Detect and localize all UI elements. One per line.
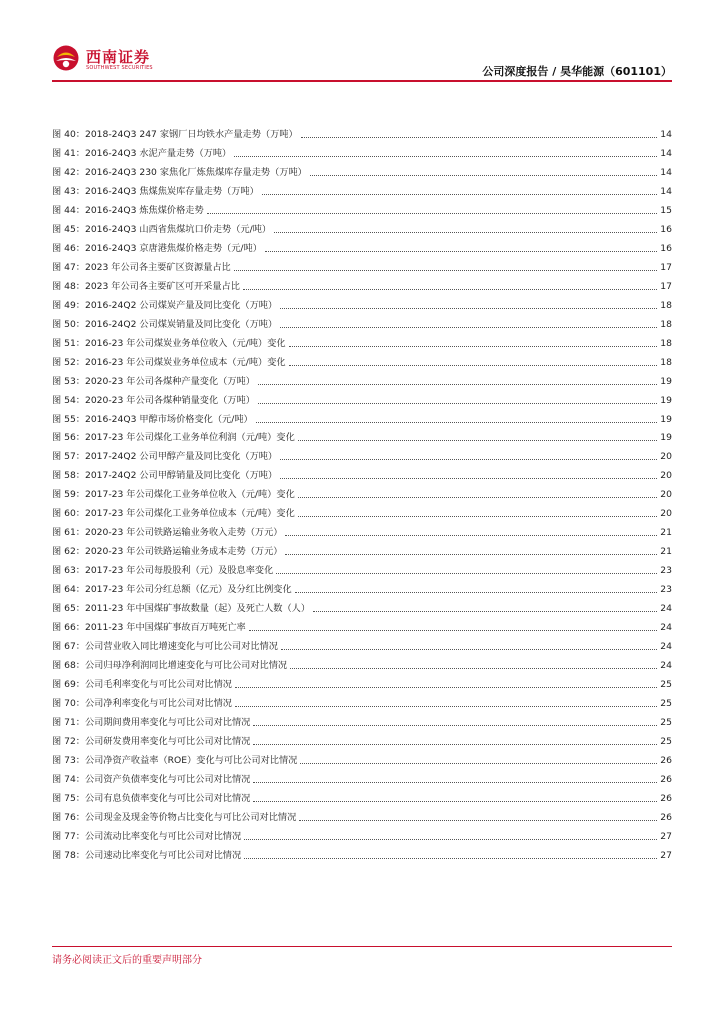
toc-entry[interactable] [52,690,672,709]
toc-entry[interactable] [52,766,672,785]
toc-entry-page: 18 [660,356,672,368]
toc-entry-page: 20 [660,489,672,501]
toc-dot-leader [299,820,657,821]
toc-entry-label: 图 42：2016-24Q3 230 家焦化厂炼焦煤库存量走势（万吨） [52,166,307,178]
toc-entry-label: 图 56：2017-23 年公司煤化工业务单位利润（元/吨）变化 [52,432,295,444]
toc-entry-page: 19 [660,394,672,406]
toc-entry[interactable] [52,292,672,311]
toc-entry-page: 14 [660,166,672,178]
toc-entry-page: 18 [660,318,672,330]
logo-text-en: SOUTHWEST SECURITIES [86,65,153,71]
toc-entry-label: 图 40：2018-24Q3 247 家钢厂日均铁水产量走势（万吨） [52,128,298,140]
toc-dot-leader [253,744,657,745]
toc-entry-label: 图 66：2011-23 年中国煤矿事故百万吨死亡率 [52,622,246,634]
toc-dot-leader [253,801,657,802]
toc-entry-label: 图 62：2020-23 年公司铁路运输业务成本走势（万元） [52,546,283,558]
toc-dot-leader [313,611,657,612]
toc-entry[interactable] [52,273,672,292]
toc-entry-label: 图 44：2016-24Q3 炼焦煤价格走势 [52,204,204,216]
toc-entry[interactable] [52,197,672,216]
toc-entry-page: 27 [660,830,672,842]
toc-entry-page: 17 [660,280,672,292]
toc-entry[interactable] [52,140,672,159]
toc-entry[interactable] [52,178,672,197]
toc-dot-leader [274,232,657,233]
toc-entry-label: 图 57：2017-24Q2 公司甲醇产量及同比变化（万吨） [52,451,278,463]
toc-entry[interactable] [52,500,672,519]
toc-entry[interactable] [52,842,672,861]
toc-entry-page: 26 [660,773,672,785]
toc-entry[interactable] [52,481,672,500]
toc-entry-page: 17 [660,261,672,273]
toc-entry-label: 图 64：2017-23 年公司分红总额（亿元）及分红比例变化 [52,584,292,596]
toc-dot-leader [235,687,657,688]
toc-dot-leader [298,516,658,517]
toc-entry-label: 图 67：公司营业收入同比增速变化与可比公司对比情况 [52,641,278,653]
toc-entry[interactable] [52,425,672,444]
toc-dot-leader [289,365,658,366]
toc-entry-page: 19 [660,375,672,387]
toc-entry-page: 16 [660,242,672,254]
toc-dot-leader [310,175,657,176]
toc-entry[interactable] [52,728,672,747]
toc-dot-leader [253,782,657,783]
toc-entry-page: 24 [660,660,672,672]
toc-dot-leader [244,858,657,859]
toc-entry-label: 图 70：公司净利率变化与可比公司对比情况 [52,698,232,710]
footer-divider [52,946,672,947]
toc-dot-leader [262,194,657,195]
toc-entry[interactable] [52,159,672,178]
toc-dot-leader [298,440,658,441]
toc-entry[interactable] [52,368,672,387]
figure-list [52,121,672,861]
toc-entry[interactable] [52,330,672,349]
toc-entry-page: 14 [660,147,672,159]
toc-dot-leader [276,573,657,574]
toc-entry-page: 24 [660,641,672,653]
toc-entry-label: 图 74：公司资产负债率变化与可比公司对比情况 [52,773,251,785]
toc-dot-leader [281,649,657,650]
toc-entry-page: 16 [660,223,672,235]
toc-dot-leader [280,308,657,309]
header-divider [52,80,672,82]
toc-entry-label: 图 43：2016-24Q3 焦煤焦炭库存量走势（万吨） [52,185,259,197]
toc-entry-label: 图 49：2016-24Q2 公司煤炭产量及同比变化（万吨） [52,299,278,311]
toc-entry-page: 26 [660,754,672,766]
toc-entry-page: 19 [660,413,672,425]
toc-entry-label: 图 61：2020-23 年公司铁路运输业务收入走势（万元） [52,527,283,539]
toc-entry-page: 21 [660,527,672,539]
logo-text-cn: 西南证券 [86,48,151,66]
toc-entry-label: 图 47：2023 年公司各主要矿区资源量占比 [52,261,231,273]
toc-entry[interactable] [52,614,672,633]
toc-entry-label: 图 69：公司毛利率变化与可比公司对比情况 [52,679,232,691]
toc-dot-leader [289,346,658,347]
toc-entry[interactable] [52,576,672,595]
toc-entry[interactable] [52,235,672,254]
toc-entry-page: 24 [660,603,672,615]
toc-entry-page: 26 [660,792,672,804]
toc-dot-leader [290,668,657,669]
toc-entry-label: 图 50：2016-24Q2 公司煤炭销量及同比变化（万吨） [52,318,278,330]
toc-entry-label: 图 78：公司速动比率变化与可比公司对比情况 [52,849,242,861]
toc-entry-label: 图 51：2016-23 年公司煤炭业务单位收入（元/吨）变化 [52,337,286,349]
toc-entry-page: 18 [660,299,672,311]
toc-dot-leader [234,270,658,271]
toc-dot-leader [234,156,657,157]
toc-dot-leader [280,327,657,328]
toc-dot-leader [285,554,657,555]
toc-entry[interactable] [52,804,672,823]
toc-entry[interactable] [52,349,672,368]
toc-entry-page: 20 [660,470,672,482]
report-title: 公司深度报告 / 昊华能源（601101） [482,65,672,78]
toc-entry-page: 25 [660,698,672,710]
toc-dot-leader [295,592,658,593]
toc-entry-label: 图 45：2016-24Q3 山西省焦煤坑口价走势（元/吨） [52,223,272,235]
toc-dot-leader [253,725,657,726]
toc-entry-page: 25 [660,717,672,728]
toc-entry[interactable] [52,747,672,766]
toc-entry-label: 图 63：2017-23 年公司每股股利（元）及股息率变化 [52,565,274,577]
toc-entry[interactable] [52,595,672,614]
footer-disclaimer: 请务必阅读正文后的重要声明部分 [52,955,202,966]
toc-entry-label: 图 53：2020-23 年公司各煤种产量变化（万吨） [52,375,255,387]
toc-entry[interactable] [52,406,672,425]
toc-entry-label: 图 60：2017-23 年公司煤化工业务单位成本（元/吨）变化 [52,508,295,520]
toc-entry-label: 图 46：2016-24Q3 京唐港焦煤价格走势（元/吨） [52,242,262,254]
toc-entry-page: 23 [660,584,672,596]
toc-entry-label: 图 58：2017-24Q2 公司甲醇销量及同比变化（万吨） [52,470,278,482]
toc-entry-label: 图 59：2017-23 年公司煤化工业务单位收入（元/吨）变化 [52,489,295,501]
toc-dot-leader [285,535,657,536]
toc-entry[interactable] [52,519,672,538]
logo-emblem-icon [52,44,80,72]
toc-entry[interactable] [52,254,672,273]
toc-entry-page: 20 [660,451,672,463]
toc-entry-page: 25 [660,735,672,747]
toc-dot-leader [301,137,658,138]
toc-entry-label: 图 71：公司期间费用率变化与可比公司对比情况 [52,717,251,728]
toc-entry-label: 图 72：公司研发费用率变化与可比公司对比情况 [52,735,251,747]
brand-logo [52,44,172,76]
toc-entry[interactable] [52,121,672,140]
toc-dot-leader [207,213,658,214]
toc-entry[interactable] [52,443,672,462]
toc-entry[interactable] [52,709,672,728]
toc-entry-page: 15 [660,204,672,216]
toc-dot-leader [258,403,657,404]
toc-entry[interactable] [52,557,672,576]
toc-entry[interactable] [52,785,672,804]
toc-entry[interactable] [52,823,672,842]
toc-dot-leader [298,497,658,498]
toc-entry-page: 21 [660,546,672,558]
toc-entry-page: 27 [660,849,672,861]
toc-entry[interactable] [52,462,672,481]
toc-dot-leader [258,384,657,385]
toc-entry-label: 图 68：公司归母净利润同比增速变化与可比公司对比情况 [52,660,288,672]
toc-entry-page: 20 [660,508,672,520]
toc-entry-label: 图 73：公司净资产收益率（ROE）变化与可比公司对比情况 [52,754,298,766]
toc-entry[interactable] [52,652,672,671]
toc-entry-page: 23 [660,565,672,577]
toc-entry-label: 图 55：2016-24Q3 甲醇市场价格变化（元/吨） [52,413,253,425]
toc-entry-page: 24 [660,622,672,634]
toc-entry[interactable] [52,538,672,557]
toc-entry[interactable] [52,387,672,406]
toc-dot-leader [243,289,657,290]
toc-entry-label: 图 41：2016-24Q3 水泥产量走势（万吨） [52,147,232,159]
toc-entry-page: 14 [660,128,672,140]
toc-entry-page: 25 [660,679,672,691]
toc-entry-page: 19 [660,432,672,444]
toc-dot-leader [249,630,658,631]
toc-entry-label: 图 52：2016-23 年公司煤炭业务单位成本（元/吨）变化 [52,356,286,368]
toc-dot-leader [280,478,657,479]
toc-dot-leader [244,839,657,840]
toc-entry-label: 图 65：2011-23 年中国煤矿事故数量（起）及死亡人数（人） [52,603,311,615]
toc-entry-label: 图 48：2023 年公司各主要矿区可开采量占比 [52,280,240,292]
toc-dot-leader [280,459,657,460]
toc-entry-label: 图 54：2020-23 年公司各煤种销量变化（万吨） [52,394,255,406]
toc-entry[interactable] [52,216,672,235]
toc-entry-page: 14 [660,185,672,197]
toc-dot-leader [265,251,657,252]
toc-entry[interactable] [52,311,672,330]
toc-entry-label: 图 75：公司有息负债率变化与可比公司对比情况 [52,792,251,804]
toc-dot-leader [256,422,658,423]
toc-entry-label: 图 76：公司现金及现金等价物占比变化与可比公司对比情况 [52,811,297,823]
toc-entry[interactable] [52,633,672,652]
toc-dot-leader [235,706,657,707]
toc-entry-page: 26 [660,811,672,823]
toc-entry[interactable] [52,671,672,690]
toc-entry-page: 18 [660,337,672,349]
toc-entry-label: 图 77：公司流动比率变化与可比公司对比情况 [52,830,242,842]
toc-dot-leader [300,763,657,764]
